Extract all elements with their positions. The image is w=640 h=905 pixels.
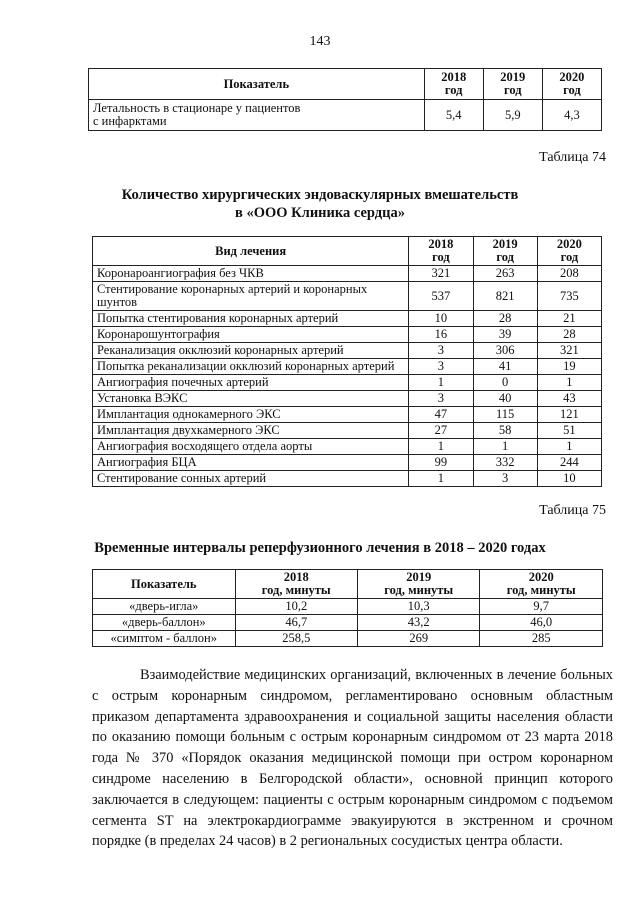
cell-2019: 821 — [473, 282, 537, 311]
table-74-label: Таблица 74 — [539, 150, 606, 165]
cell-2018: 537 — [409, 282, 473, 311]
header-2018 — [235, 570, 357, 599]
cell-2020: 9,7 — [480, 599, 603, 615]
table-header-row — [89, 69, 602, 100]
row-name: Коронарошунтография — [93, 327, 409, 343]
cell-2018: 47 — [409, 407, 473, 423]
row-name: Установка ВЭКС — [93, 391, 409, 407]
table-row — [93, 311, 602, 327]
cell-2020: 208 — [537, 266, 601, 282]
row-name: Коронароангиография без ЧКВ — [93, 266, 409, 282]
cell-2020: 285 — [480, 631, 603, 647]
table-row — [93, 327, 602, 343]
cell-2019: 5,9 — [483, 100, 542, 131]
cell-2019: 41 — [473, 359, 537, 375]
table-row — [93, 407, 602, 423]
header-2018 — [424, 69, 483, 100]
header-2020 — [542, 69, 601, 100]
header-unit: год — [432, 250, 450, 264]
cell-2020: 19 — [537, 359, 601, 375]
header-2019 — [473, 237, 537, 266]
table-row — [93, 391, 602, 407]
header-2018 — [409, 237, 473, 266]
header-unit: год — [504, 83, 522, 97]
header-year: 2020 — [559, 70, 585, 84]
cell-2020: 1 — [537, 375, 601, 391]
table-row — [93, 631, 603, 647]
cell-2019: 306 — [473, 343, 537, 359]
header-2019 — [358, 570, 480, 599]
table-row — [93, 455, 602, 471]
cell-2019: 263 — [473, 266, 537, 282]
table-header-row — [93, 570, 603, 599]
table-row — [93, 266, 602, 282]
cell-2020: 244 — [537, 455, 601, 471]
header-unit: год, минуты — [261, 583, 331, 597]
row-name: Имплантация двухкамерного ЭКС — [93, 423, 409, 439]
cell-2019: 3 — [473, 471, 537, 487]
header-year: 2020 — [528, 570, 554, 584]
cell-2019: 332 — [473, 455, 537, 471]
header-unit: год — [444, 83, 463, 97]
reperfusion-intervals-table — [92, 569, 603, 647]
cell-2018: 46,7 — [235, 615, 357, 631]
header-2020 — [537, 237, 601, 266]
table-75-title: Временные интервалы реперфузионного лечения в 2018 – 2020 годах — [94, 540, 546, 556]
table-row — [93, 282, 602, 311]
table-row — [93, 375, 602, 391]
page-number: 143 — [309, 34, 331, 49]
row-name: Имплантация однокамерного ЭКС — [93, 407, 409, 423]
header-unit: год — [563, 83, 581, 97]
cell-2020: 28 — [537, 327, 601, 343]
cell-2018: 10 — [409, 311, 473, 327]
header-kind: Вид лечения — [93, 237, 409, 266]
cell-2020: 46,0 — [480, 615, 603, 631]
header-indicator: Показатель — [93, 570, 236, 599]
row-name-line: Летальность в стационаре у пациентов — [93, 101, 301, 115]
cell-2020: 735 — [537, 282, 601, 311]
cell-2020: 43 — [537, 391, 601, 407]
row-name: Стентирование сонных артерий — [93, 471, 409, 487]
surgery-count-table — [92, 236, 602, 487]
header-unit: год, минуты — [384, 583, 454, 597]
cell-2019: 43,2 — [358, 615, 480, 631]
row-name — [89, 100, 425, 131]
table-row — [93, 471, 602, 487]
header-unit: год — [560, 250, 579, 264]
table-row — [89, 100, 602, 131]
header-year: 2018 — [441, 70, 467, 84]
header-2019 — [483, 69, 542, 100]
cell-2019: 39 — [473, 327, 537, 343]
cell-2020: 121 — [537, 407, 601, 423]
table-header-row — [93, 237, 602, 266]
cell-2018: 10,2 — [235, 599, 357, 615]
row-name-line: с инфарктами — [93, 114, 167, 128]
row-name: Стентирование коронарных артерий и коронарных шунтов — [93, 282, 409, 311]
cell-2019: 1 — [473, 439, 537, 455]
cell-2018: 1 — [409, 439, 473, 455]
row-name: Ангиография БЦА — [93, 455, 409, 471]
header-year: 2018 — [428, 237, 454, 251]
cell-2019: 0 — [473, 375, 537, 391]
header-unit: год, минуты — [506, 583, 576, 597]
cell-2018: 27 — [409, 423, 473, 439]
header-indicator: Показатель — [89, 69, 425, 100]
row-name: «симптом - баллон» — [93, 631, 236, 647]
row-name: Ангиография почечных артерий — [93, 375, 409, 391]
row-name: Попытка реканализации окклюзий коронарных артерий — [93, 359, 409, 375]
cell-2019: 10,3 — [358, 599, 480, 615]
body-paragraph: Взаимодействие медицинских организаций, включенных в лечение больных с острым коронарным синдромом, регламентировано основным областным приказом департамента здравоохранения и социальной защиты населения области по оказанию помощи больным с острым коронарным синдромом от 23 марта 2018 года № 370 «Порядок оказания медицинской помощи при остром коронарном синдроме населению в Белгородской области», основной принцип которого заключается в следующем: пациенты с острым коронарным синдромом с подъемом сегмента ST на электрокардиограмме эвакуируются в экстренном и срочном порядке (в пределах 24 часов) в 2 региональных сосудистых центра области. — [92, 667, 613, 850]
cell-2018: 1 — [409, 375, 473, 391]
title-line: в «ООО Клиника сердца» — [235, 205, 405, 221]
cell-2020: 4,3 — [542, 100, 601, 131]
table-row — [93, 423, 602, 439]
cell-2020: 51 — [537, 423, 601, 439]
row-name: Реканализация окклюзий коронарных артерий — [93, 343, 409, 359]
cell-2018: 3 — [409, 343, 473, 359]
table-row — [93, 359, 602, 375]
table-row — [93, 439, 602, 455]
header-year: 2019 — [500, 70, 526, 84]
cell-2020: 21 — [537, 311, 601, 327]
title-line: Количество хирургических эндоваскулярных вмешательств — [121, 187, 519, 203]
cell-2018: 258,5 — [235, 631, 357, 647]
row-name: Попытка стентирования коронарных артерий — [93, 311, 409, 327]
cell-2020: 1 — [537, 439, 601, 455]
cell-2018: 3 — [409, 359, 473, 375]
mortality-table — [88, 68, 602, 131]
cell-2018: 3 — [409, 391, 473, 407]
header-year: 2018 — [283, 570, 309, 584]
cell-2019: 115 — [473, 407, 537, 423]
table-row — [93, 615, 603, 631]
cell-2019: 28 — [473, 311, 537, 327]
header-year: 2019 — [406, 570, 432, 584]
cell-2018: 16 — [409, 327, 473, 343]
table-row — [93, 599, 603, 615]
header-unit: год — [496, 250, 514, 264]
header-year: 2020 — [556, 237, 582, 251]
cell-2018: 321 — [409, 266, 473, 282]
header-2020 — [480, 570, 603, 599]
cell-2020: 10 — [537, 471, 601, 487]
cell-2019: 269 — [358, 631, 480, 647]
row-name: «дверь-баллон» — [93, 615, 236, 631]
cell-2018: 5,4 — [424, 100, 483, 131]
cell-2019: 40 — [473, 391, 537, 407]
row-name: «дверь-игла» — [93, 599, 236, 615]
row-name: Ангиография восходящего отдела аорты — [93, 439, 409, 455]
cell-2018: 99 — [409, 455, 473, 471]
table-74-title — [0, 186, 640, 222]
table-75-label: Таблица 75 — [539, 503, 606, 518]
header-year: 2019 — [492, 237, 518, 251]
cell-2020: 321 — [537, 343, 601, 359]
cell-2019: 58 — [473, 423, 537, 439]
table-row — [93, 343, 602, 359]
cell-2018: 1 — [409, 471, 473, 487]
